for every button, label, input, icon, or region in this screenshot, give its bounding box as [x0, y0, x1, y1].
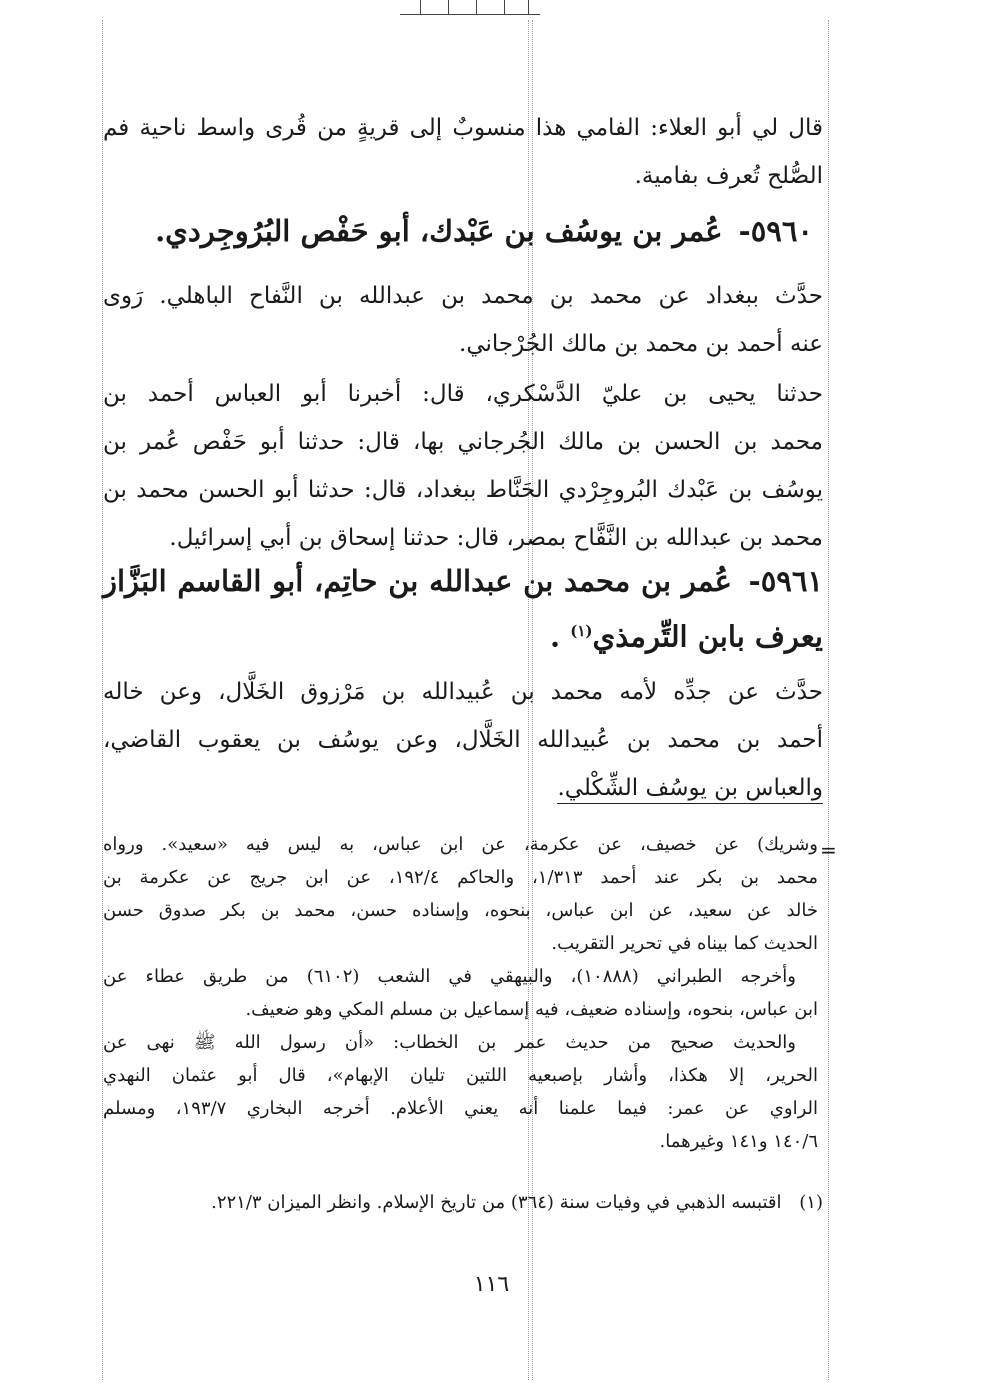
footnote-1-number: (١) [799, 1192, 823, 1213]
page-number: ١١٦ [473, 1272, 510, 1297]
text-line: محمد بن عبدالله بن النَّفَّاح بمصر، قال: حدثنا إسحاق بن أبي إسرائيل. [169, 525, 823, 551]
entry-title-line2: يعرف بابن التِّرمذي [592, 619, 823, 654]
text-line: عنه أحمد بن محمد بن مالك الجُرْجاني. [459, 331, 823, 357]
text-line-underlined: والعباس بن يوسُف الشِّكْلي. [557, 775, 823, 804]
text-line: محمد بن الحسن بن مالك الجُرجاني بها، قال: حدثنا أبو حَفْص عُمر بن [103, 429, 823, 455]
footnote-line: خالد عن سعيد، عن ابن عباس، بنحوه، وإسناده حسن، محمد بن بكر صدوق حسن [103, 900, 818, 921]
text-line: حدثنا يحيى بن عليّ الدَّسْكري، قال: أخبرنا أبو العباس أحمد بن [103, 381, 823, 407]
scan-crop-marks [400, 0, 540, 15]
footnote-line: الراوي عن عمر: فيما علمنا أنه يعني الأعلام. أخرجه البخاري ١٩٣/٧، ومسلم [103, 1098, 818, 1119]
paragraph-narration-5960 [103, 272, 823, 368]
footnote-line: الحرير، إلا هكذا، وأشار بإصبعيه اللتين تليان الإبهام»، قال أبو عثمان النهدي [103, 1065, 818, 1086]
footnote-line: والحديث صحيح من حديث عمر بن الخطاب: «أن رسول الله ﷺ نهى عن [103, 1032, 796, 1053]
footnote-line: ١٤٠/٦ و١٤١ وغيرهما. [659, 1131, 818, 1152]
footnote-continuation-mark: = [820, 838, 837, 862]
footnote-ref[interactable]: (١) [570, 622, 593, 640]
entry-number: ٥٩٦١- [748, 564, 823, 598]
footnote-line: وشريك) عن خصيف، عن عكرمة، عن ابن عباس، به ليس فيه «سعيد». ورواه [103, 834, 818, 855]
footnote-line: محمد بن بكر عند أحمد ١/٣١٣، والحاكم ١٩٢/٤، عن ابن جريج عن عكرمة بن [103, 867, 819, 888]
scan-guide-right [828, 20, 829, 1380]
paragraph-fami [103, 104, 823, 200]
entry-heading-5960 [93, 206, 823, 256]
entry-heading-5961 [103, 556, 823, 662]
text-line: أحمد بن محمد بن عُبيدالله الخَلَّال، وعن يوسُف بن يعقوب القاضي، [103, 727, 823, 753]
paragraph-isnad-5960 [103, 370, 823, 562]
footnotes-section [103, 828, 818, 1158]
footnote-line: ابن عباس، بنحوه، وإسناده ضعيف، فيه إسماعيل بن مسلم المكي وهو ضعيف. [245, 999, 818, 1020]
footnote-block [103, 1026, 818, 1158]
paragraph-narration-5961 [103, 668, 823, 812]
entry-title: عُمر بن يوسُف بن عَبْدك، أبو حَفْص البُرُوجِردي. [155, 214, 723, 248]
entry-number: ٥٩٦٠- [738, 214, 813, 248]
text-line: حدَّث عن جدِّه لأمه محمد بن عُبيدالله بن مَرْزوق الخَلَّال، وعن خاله [103, 679, 823, 705]
entry-title-line1: عُمر بن محمد بن عبدالله بن حاتِم، أبو القاسم البَزَّاز [103, 564, 732, 598]
text-line: يوسُف بن عَبْدك البُروجِرْدي الحَنَّاط ببغداد، قال: حدثنا أبو الحسن محمد بن [103, 477, 823, 503]
text-line: الصُّلح تُعرف بفامية. [634, 163, 823, 189]
footnote-block [103, 828, 818, 960]
footnote-block [103, 960, 818, 1026]
footnote-1 [143, 1186, 823, 1219]
footnote-line: الحديث كما بيناه في تحرير التقريب. [551, 933, 818, 954]
text-line: حدَّث ببغداد عن محمد بن محمد بن عبدالله بن النَّفاح الباهلي. رَوى [103, 283, 823, 309]
footnote-1-text: اقتبسه الذهبي في وفيات سنة (٣٦٤) من تاريخ الإسلام. وانظر الميزان ٢٢١/٣. [211, 1192, 782, 1213]
text-line [103, 764, 823, 812]
footnote-line: وأخرجه الطبراني (١٠٨٨٨)، والبيهقي في الشعب (٦١٠٢) من طريق عطاء عن [103, 966, 796, 987]
entry-title-end: . [550, 619, 561, 654]
text-line: قال لي أبو العلاء: الفامي هذا منسوبٌ إلى قريةٍ من قُرى واسط ناحية فم [103, 115, 823, 141]
